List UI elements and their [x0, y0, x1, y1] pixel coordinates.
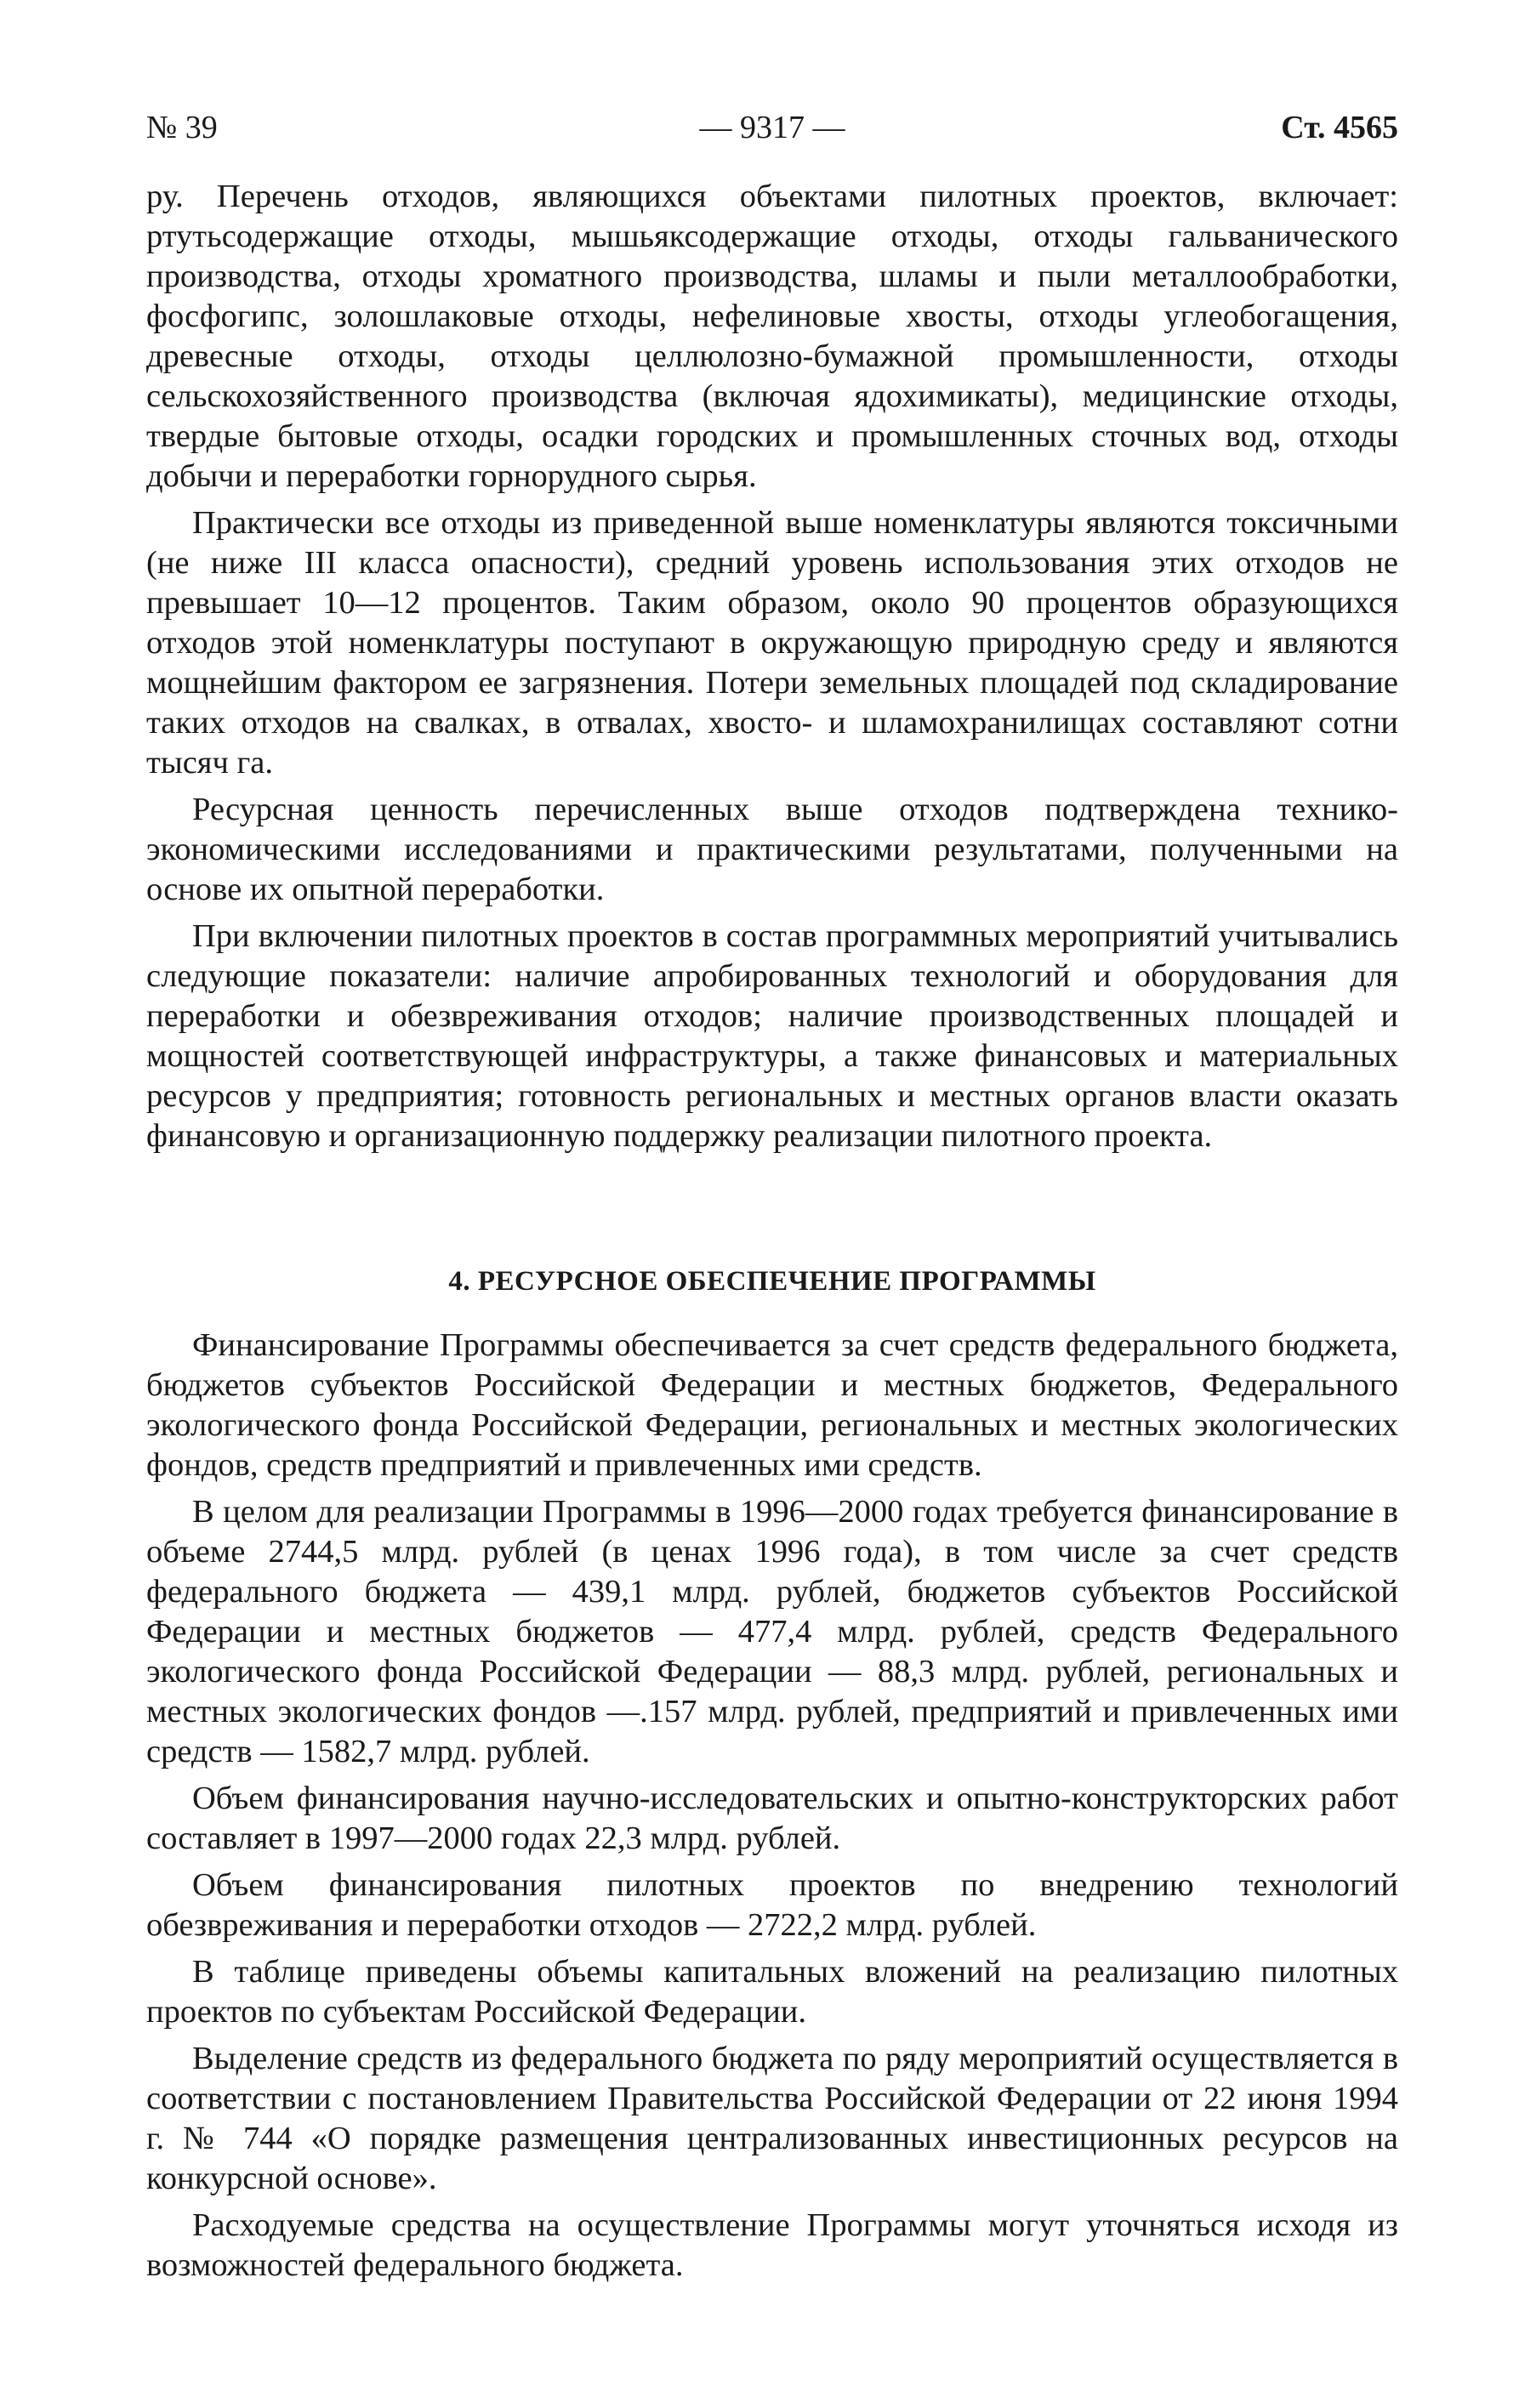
paragraph: Объем финансирования пилотных проектов по внедрению технологий обезвреживания и переработки отходов — 2722,2 млрд. рублей. [146, 1867, 1398, 1943]
paragraph: Объем финансирования научно-исследовательских и опытно-конструкторских работ составляет в 1997—2000 годах 22,3 млрд. рублей. [146, 1780, 1398, 1856]
paragraph: При включении пилотных проектов в состав программных мероприятий учитывались следующие показатели: наличие апробированных технологий и оборудования для переработки и обезвреживания отходов; наличие производственных площадей и мощностей соответствующей инфраструктуры, а также финансовых и материальных ресурсов у предприятия; готовность региональных и местных органов власти оказать финансовую и организационную поддержку реализации пилотного проекта. [146, 918, 1398, 1154]
paragraph: Финансирование Программы обеспечивается за счет средств федерального бюджета, бюджетов субъектов Российской Федерации и местных бюджетов, Федерального экологического фонда Российской Федерации, региональных и местных экологических фондов, средств предприятий и привлеченных ими средств. [146, 1327, 1398, 1483]
document-body [146, 177, 1398, 2286]
paragraph: В целом для реализации Программы в 1996—2000 годах требуется финансирование в объеме 2744,5 млрд. рублей (в ценах 1996 года), в том числе за счет средств федерального бюджета — 439,1 млрд. рублей, бюджетов субъектов Российской Федерации и местных бюджетов — 477,4 млрд. рублей, средств Федерального экологического фонда Российской Федерации — 88,3 млрд. рублей, региональных и местных экологических фондов —.157 млрд. рублей, предприятий и привлеченных ими средств — 1582,7 млрд. рублей. [146, 1494, 1398, 1769]
paragraph: В таблице приведены объемы капитальных вложений на реализацию пилотных проектов по субъектам Российской Федерации. [146, 1954, 1398, 2030]
article-number: Ст. 4565 [1281, 110, 1398, 145]
page-number: — 9317 — [699, 110, 845, 145]
page-header [146, 109, 1398, 160]
paragraph: Ресурсная ценность перечисленных выше отходов подтверждена технико-экономическими исследованиями и практическими результатами, полученными на основе их опытной переработки. [146, 792, 1398, 907]
section-body [146, 1326, 1398, 2286]
section-title: 4. РЕСУРСНОЕ ОБЕСПЕЧЕНИЕ ПРОГРАММЫ [448, 1266, 1096, 1297]
paragraph: Выделение средств из федерального бюджета по ряду мероприятий осуществляется в соответствии с постановлением Правительства Российской Федерации от 22 июня 1994 г. № 744 «О порядке размещения централизованных инвестиционных ресурсов на конкурсной основе». [146, 2041, 1398, 2196]
paragraph: ру. Перечень отходов, являющихся объектами пилотных проектов, включает: ртутьсодержащие отходы, мышьяксодержащие отходы, отходы гальванического производства, отходы хроматного производства, шламы и пыли металлообработки, фосфогипс, золошлаковые отходы, нефелиновые хвосты, отходы углеобогащения, древесные отходы, отходы целлюлозно-бумажной промышленности, отходы сельскохозяйственного производства (включая ядохимикаты), медицинские отходы, твердые бытовые отходы, осадки городских и промышленных сточных вод, отходы добычи и переработки горнорудного сырья. [146, 179, 1398, 494]
issue-number: № 39 [146, 110, 218, 145]
paragraph: Расходуемые средства на осуществление Программы могут уточняться исходя из возможностей федерального бюджета. [146, 2207, 1398, 2283]
paragraph: Практически все отходы из приведенной выше номенклатуры являются токсичными (не ниже III класса опасности), средний уровень использования этих отходов не превышает 10—12 процентов. Таким образом, около 90 процентов образующихся отходов этой номенклатуры поступают в окружающую природную среду и являются мощнейшим фактором ее загрязнения. Потери земельных площадей под складирование таких отходов на свалках, в отвалах, хвосто- и шламохранилищах составляют сотни тысяч га. [146, 505, 1398, 781]
document-page [146, 109, 1398, 2286]
